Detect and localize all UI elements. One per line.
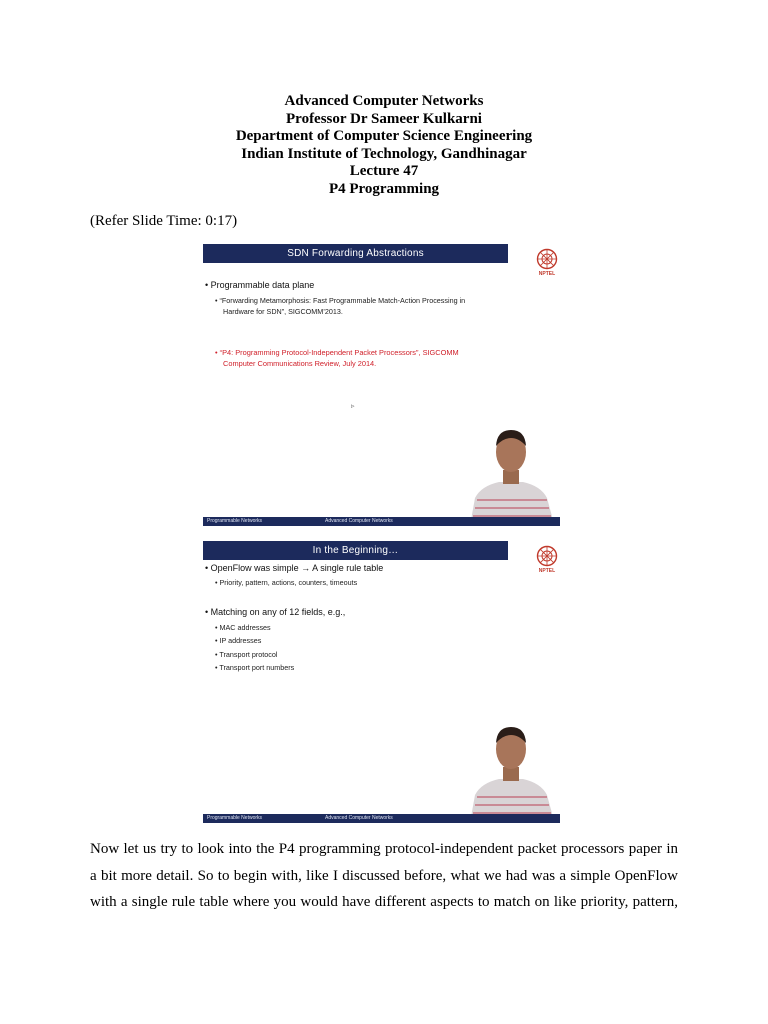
mouse-cursor-icon: ▹ (351, 403, 355, 410)
slide-sub-bullet: • MAC addresses (215, 623, 271, 632)
slide-footer (203, 517, 560, 526)
slide-bullet: • Matching on any of 12 fields, e.g., (205, 607, 346, 617)
document-header (0, 93, 768, 199)
slide-image-2 (203, 541, 560, 823)
slide-title: In the Beginning… (203, 541, 508, 560)
slide-sub-bullet-highlight (215, 347, 459, 369)
institute-name: Indian Institute of Technology, Gandhinagar (241, 145, 527, 162)
paragraph-line: Now let us try to look into the P4 programming protocol-independent packet processors paper in (90, 841, 678, 857)
professor-name: Professor Dr Sameer Kulkarni (286, 110, 482, 127)
footer-center-text: Advanced Computer Networks (325, 815, 393, 821)
speaker-video-image (461, 717, 560, 817)
slide-sub-bullet: • IP addresses (215, 636, 262, 645)
paragraph-line: with a single rule table where you would have different aspects to match on like priority, pattern, (90, 894, 678, 910)
refer-slide-time: (Refer Slide Time: 0:17) (90, 213, 238, 229)
speaker-video-image (461, 420, 560, 520)
footer-center-text: Advanced Computer Networks (325, 518, 393, 524)
slide-image-1 (203, 244, 560, 526)
footer-left-text: Programmable Networks (207, 518, 263, 524)
department-name: Department of Computer Science Engineering (235, 128, 533, 145)
slide-sub-bullet: • Priority, pattern, actions, counters, timeouts (215, 578, 358, 587)
sub-line: Hardware for SDN”, SIGCOMM’2013. (223, 307, 343, 316)
slide-footer (203, 814, 560, 823)
sub-line: Computer Communications Review, July 2014. (223, 359, 377, 368)
slide-sub-bullet (215, 295, 465, 317)
paragraph-line: a bit more detail. So to begin with, like I discussed before, what we had was a simple OpenFlow (90, 867, 678, 884)
slide-title: SDN Forwarding Abstractions (203, 244, 508, 263)
transcript-paragraph (90, 836, 678, 916)
lecture-topic: P4 Programming (328, 180, 440, 197)
sub-line: • “P4: Programming Protocol-Independent Packet Processors”, SIGCOMM (215, 348, 459, 357)
nptel-logo-icon (536, 545, 558, 567)
slide-bullet: • OpenFlow was simple → A single rule table (205, 563, 384, 573)
slide-sub-bullet: • Transport protocol (215, 650, 278, 659)
course-title: Advanced Computer Networks (284, 93, 484, 109)
nptel-logo-icon (536, 248, 558, 270)
slide-bullet: • Programmable data plane (205, 280, 315, 290)
sub-line: • “Forwarding Metamorphosis: Fast Programmable Match-Action Processing in (215, 296, 466, 305)
nptel-logo-text: NPTEL (538, 568, 556, 574)
lecture-number: Lecture 47 (349, 163, 419, 180)
footer-left-text: Programmable Networks (207, 815, 263, 821)
nptel-logo-text: NPTEL (538, 271, 556, 277)
slide-sub-bullet: • Transport port numbers (215, 663, 295, 672)
